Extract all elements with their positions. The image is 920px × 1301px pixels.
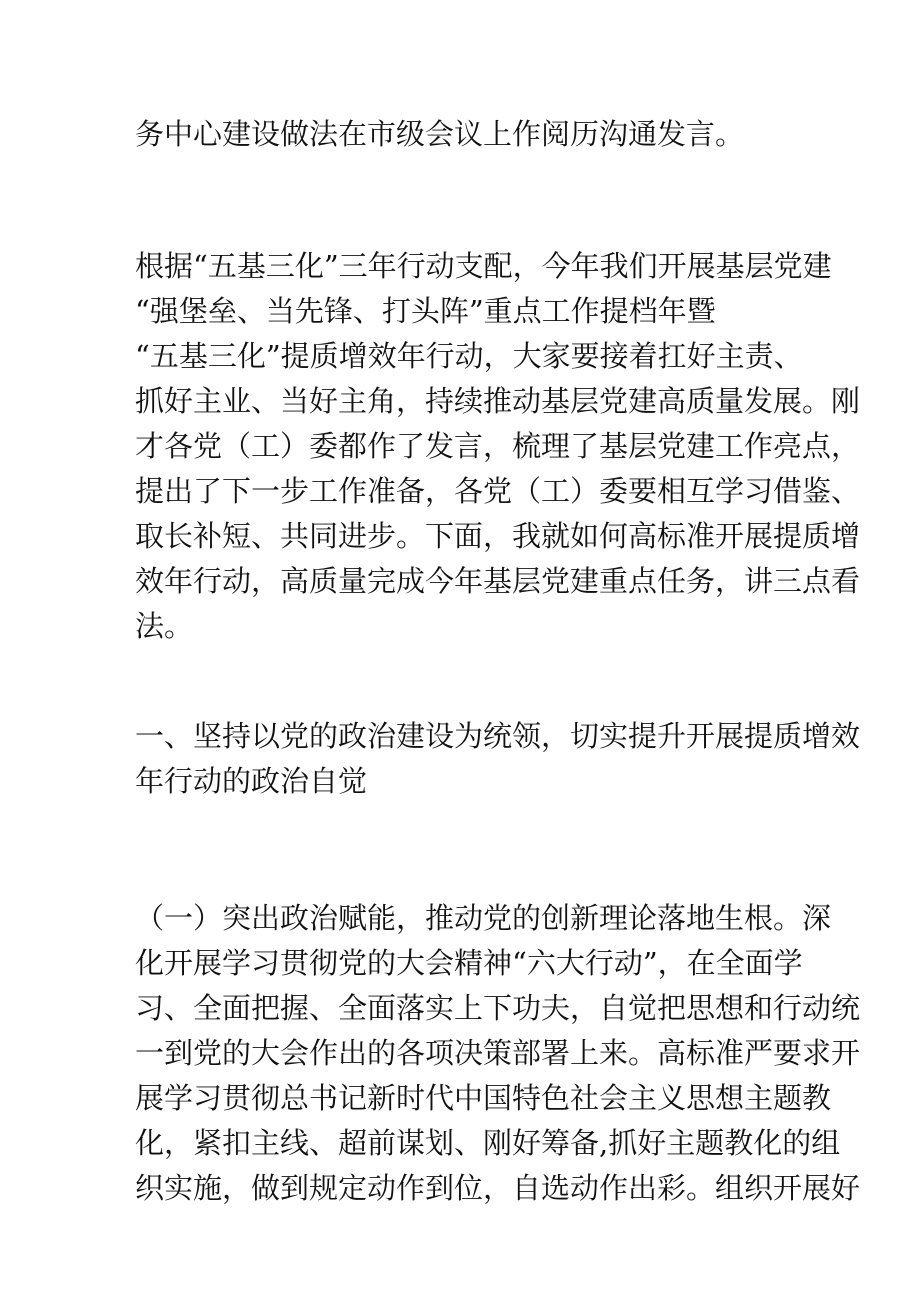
subsection-paragraph-line: 化开展学习贯彻党的大会精神“六大行动”，在全面学 (135, 946, 803, 980)
paragraph-background-line: 抓好主业、当好主角，持续推动基层党建高质量发展。刚 (135, 384, 861, 418)
subsection-paragraph-line: （一）突出政治赋能，推动党的创新理论落地生根。深 (135, 901, 832, 935)
subsection-paragraph-line: 一到党的大会作出的各项决策部署上来。高标准严要求开 (135, 1036, 861, 1070)
paragraph-intro-line: 务中心建设做法在市级会议上作阅历沟通发言。 (135, 117, 745, 151)
subsection-paragraph-line: 化，紧扣主线、超前谋划、刚好筹备,抓好主题教化的组 (135, 1126, 841, 1160)
paragraph-background-line: 提出了下一步工作准备，各党（工）委要相互学习借鉴、 (135, 474, 861, 508)
paragraph-background-line: 法。 (135, 609, 194, 643)
paragraph-background-line: 根据“五基三化”三年行动支配，今年我们开展基层党建 (135, 249, 832, 283)
subsection-paragraph-line: 织实施，做到规定动作到位，自选动作出彩。组织开展好 (135, 1171, 861, 1205)
paragraph-background-line: 才各党（工）委都作了发言，梳理了基层党建工作亮点， (135, 429, 861, 463)
paragraph-background-line: “五基三化”提质增效年行动，大家要接着扛好主责、 (135, 339, 803, 373)
section-heading-line: 年行动的政治自觉 (135, 764, 368, 798)
subsection-paragraph-line: 展学习贯彻总书记新时代中国特色社会主义思想主题教 (135, 1081, 832, 1115)
section-heading-line: 一、坚持以党的政治建设为统领，切实提升开展提质增效 (135, 719, 861, 753)
paragraph-background-line: 效年行动，高质量完成今年基层党建重点任务，讲三点看 (135, 564, 861, 598)
paragraph-background-line: “强堡垒、当先锋、打头阵”重点工作提档年暨 (135, 294, 716, 328)
paragraph-background-line: 取长补短、共同进步。下面，我就如何高标准开展提质增 (135, 519, 861, 553)
subsection-paragraph-line: 习、全面把握、全面落实上下功夫，自觉把思想和行动统 (135, 991, 861, 1025)
